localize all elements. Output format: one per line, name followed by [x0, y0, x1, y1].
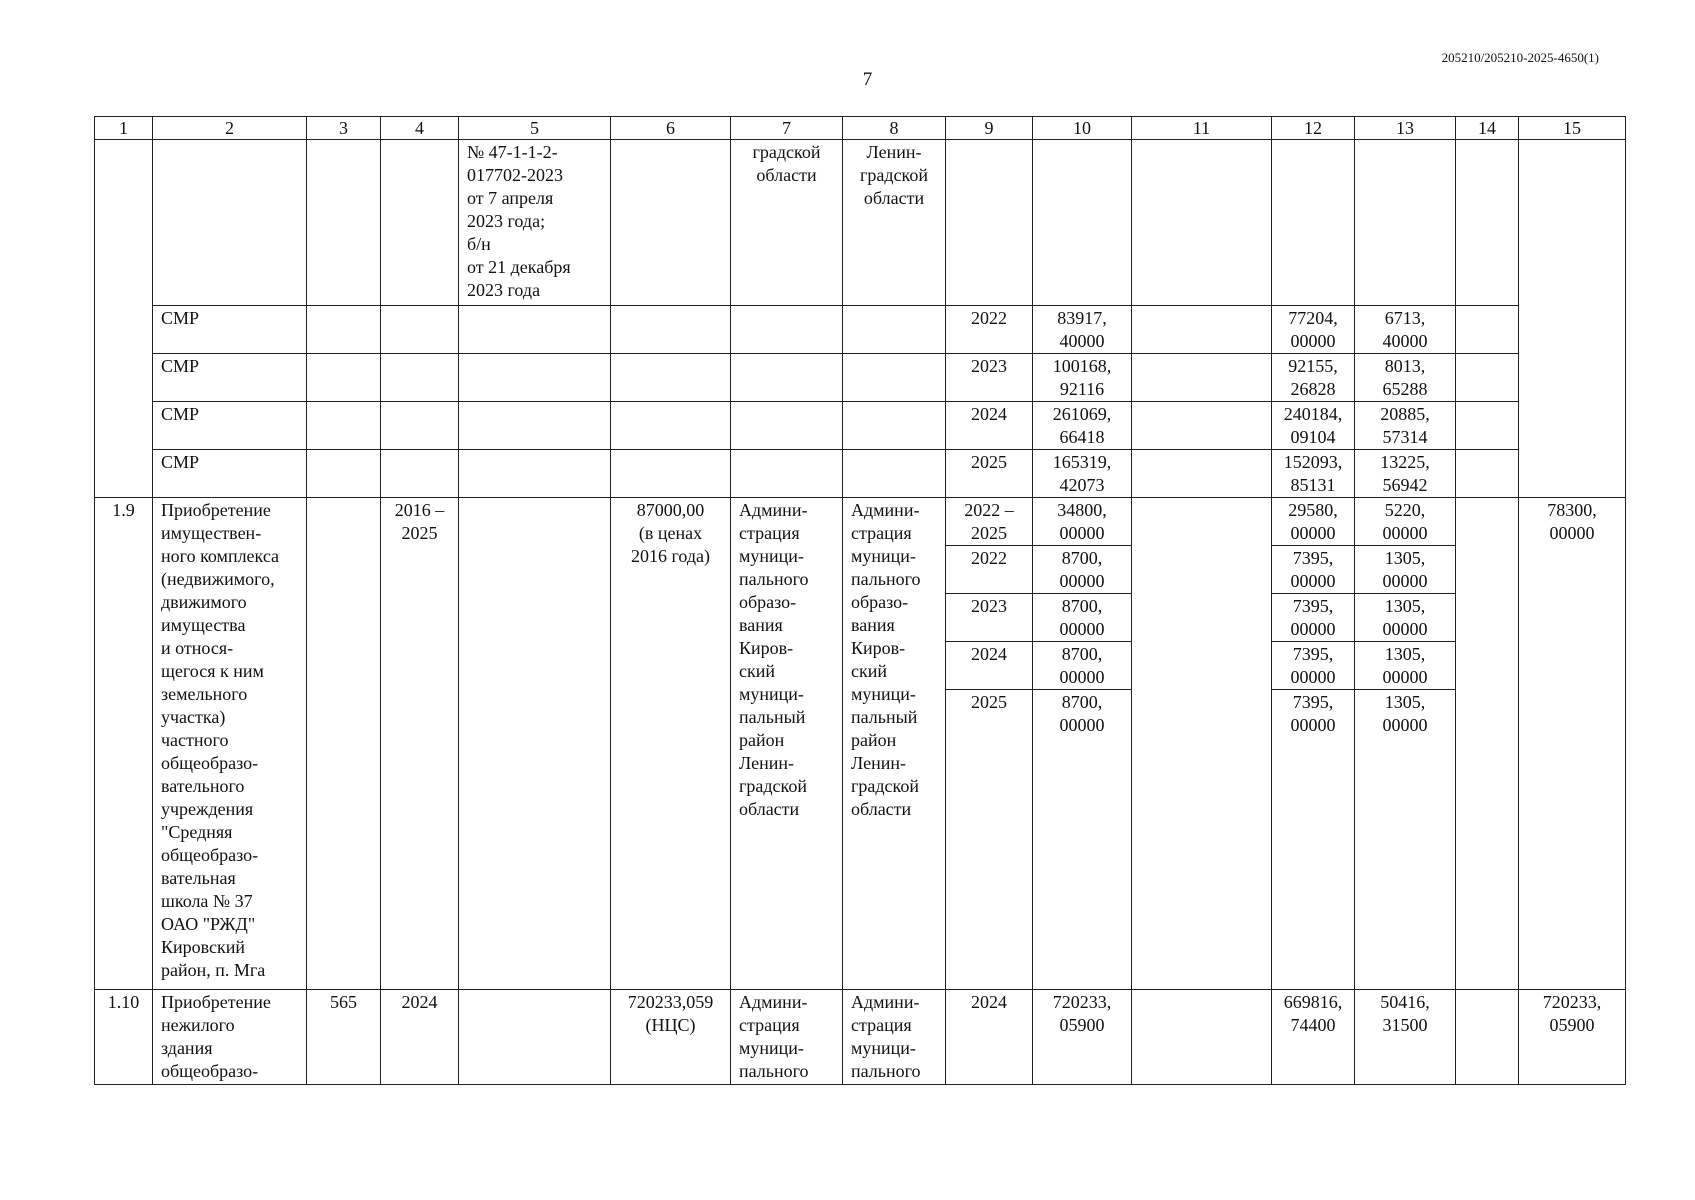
cell: [611, 450, 731, 498]
col-num-15: 15: [1519, 117, 1626, 140]
col-num-4: 4: [381, 117, 459, 140]
col-num-12: 12: [1272, 117, 1355, 140]
cell: [381, 306, 459, 354]
cell: [731, 354, 843, 402]
local-cell: 50416, 31500: [1355, 990, 1456, 1085]
cell: [1456, 140, 1519, 306]
object-name: Приобретение нежилого здания общеобразо-: [153, 990, 307, 1085]
year-cell: 2025: [946, 690, 1033, 990]
cell: [381, 402, 459, 450]
limit-cell: 78300, 00000: [1519, 498, 1626, 990]
cell: [307, 306, 381, 354]
year-cell: 2024: [946, 990, 1033, 1085]
cell: [1132, 402, 1272, 450]
total-cell: 8700, 00000: [1033, 546, 1132, 594]
col-num-14: 14: [1456, 117, 1519, 140]
cell: [381, 354, 459, 402]
cell: [381, 140, 459, 306]
cell: [1132, 990, 1272, 1085]
total-cell: 8700, 00000: [1033, 690, 1132, 990]
local-cell: 5220, 00000: [1355, 498, 1456, 546]
col-num-2: 2: [153, 117, 307, 140]
column-number-row: [95, 117, 1626, 140]
total-cell: 83917, 40000: [1033, 306, 1132, 354]
period-cell: 2024: [381, 990, 459, 1085]
cell: [1456, 990, 1519, 1085]
regional-cell: 7395, 00000: [1272, 690, 1355, 990]
cost-cell: 87000,00 (в ценах 2016 года): [611, 498, 731, 990]
col-num-11: 11: [1132, 117, 1272, 140]
col-num-9: 9: [946, 117, 1033, 140]
cell: [153, 140, 307, 306]
cell: [1132, 306, 1272, 354]
page-number: 7: [862, 69, 873, 90]
regional-cell: 29580, 00000: [1272, 498, 1355, 546]
regional-cell: 240184, 09104: [1272, 402, 1355, 450]
regional-cell: 7395, 00000: [1272, 642, 1355, 690]
cell: [843, 402, 946, 450]
year-cell: 2023: [946, 354, 1033, 402]
local-cell: 1305, 00000: [1355, 642, 1456, 690]
col-num-7: 7: [731, 117, 843, 140]
smr-label: СМР: [153, 354, 307, 402]
regional-cell: 7395, 00000: [1272, 546, 1355, 594]
permit-reference: № 47-1-1-2- 017702-2023 от 7 апреля 2023 года; б/н от 21 декабря 2023 года: [459, 140, 611, 306]
object-name: Приобретение имуществен- ного комплекса (недвижимого, движимого имущества и относя- щегося к ним земельного участка) частного общеобразо- вательного учреждения "Средняя общеобразо- вательная школа № 37 ОАО "РЖД" Кировский район, п. Мга: [153, 498, 307, 990]
total-cell: 8700, 00000: [1033, 642, 1132, 690]
customer-cell: Админи- страция муници- пального: [731, 990, 843, 1085]
cell: [459, 498, 611, 990]
cell: [731, 402, 843, 450]
cell: [1132, 140, 1272, 306]
budget-table: [94, 116, 1626, 1085]
table-row: [95, 402, 1626, 450]
limit-cell: 720233, 05900: [1519, 990, 1626, 1085]
year-cell: 2022: [946, 306, 1033, 354]
period-cell: 2016 – 2025: [381, 498, 459, 990]
continuation-row: [95, 140, 1626, 306]
cell: [611, 354, 731, 402]
local-cell: 1305, 00000: [1355, 546, 1456, 594]
cell: [1355, 140, 1456, 306]
cell: [1456, 306, 1519, 354]
regional-cell: 669816, 74400: [1272, 990, 1355, 1085]
regional-cell: 7395, 00000: [1272, 594, 1355, 642]
col-num-8: 8: [843, 117, 946, 140]
total-cell: 100168, 92116: [1033, 354, 1132, 402]
cell: [307, 140, 381, 306]
cell: [843, 306, 946, 354]
capacity-cell: 565: [307, 990, 381, 1085]
cell: [1272, 140, 1355, 306]
cell: [731, 306, 843, 354]
cell: [307, 354, 381, 402]
cell: [1456, 402, 1519, 450]
table-row: [95, 498, 1626, 546]
year-cell: 2022: [946, 546, 1033, 594]
col-num-5: 5: [459, 117, 611, 140]
smr-label: СМР: [153, 450, 307, 498]
regional-cell: 152093, 85131: [1272, 450, 1355, 498]
developer-cell: Админи- страция муници- пального: [843, 990, 946, 1085]
total-cell: 8700, 00000: [1033, 594, 1132, 642]
cell: [1519, 140, 1626, 498]
cell: [843, 450, 946, 498]
local-cell: 1305, 00000: [1355, 690, 1456, 990]
smr-label: СМР: [153, 306, 307, 354]
cell: [307, 402, 381, 450]
developer-cell: Ленин- градской области: [843, 140, 946, 306]
row-number: 1.9: [95, 498, 153, 990]
cell: [459, 990, 611, 1085]
regional-cell: 92155, 26828: [1272, 354, 1355, 402]
cell: [843, 354, 946, 402]
cell: [1033, 140, 1132, 306]
table-row: [95, 306, 1626, 354]
local-cell: 8013, 65288: [1355, 354, 1456, 402]
total-cell: 720233, 05900: [1033, 990, 1132, 1085]
cell: [1132, 354, 1272, 402]
year-cell: 2024: [946, 402, 1033, 450]
cell: [611, 306, 731, 354]
cell: [611, 402, 731, 450]
cell: [731, 450, 843, 498]
developer-cell: Админи- страция муници- пального образо- вания Киров- ский муници- пальный район Ленин- градской области: [843, 498, 946, 990]
cell: [459, 354, 611, 402]
cell: [1456, 354, 1519, 402]
table-row: [95, 990, 1626, 1085]
col-num-3: 3: [307, 117, 381, 140]
local-cell: 20885, 57314: [1355, 402, 1456, 450]
row-number: 1.10: [95, 990, 153, 1085]
year-cell: 2022 – 2025: [946, 498, 1033, 546]
customer-cell: градской области: [731, 140, 843, 306]
col-num-6: 6: [611, 117, 731, 140]
total-cell: 165319, 42073: [1033, 450, 1132, 498]
local-cell: 1305, 00000: [1355, 594, 1456, 642]
cell: [459, 306, 611, 354]
cell: [307, 498, 381, 990]
local-cell: 13225, 56942: [1355, 450, 1456, 498]
cell: [1132, 498, 1272, 990]
cell: [459, 450, 611, 498]
cost-cell: 720233,059 (НЦС): [611, 990, 731, 1085]
cell: [95, 140, 153, 498]
col-num-13: 13: [1355, 117, 1456, 140]
cell: [307, 450, 381, 498]
smr-label: СМР: [153, 402, 307, 450]
col-num-10: 10: [1033, 117, 1132, 140]
cell: [1132, 450, 1272, 498]
year-cell: 2025: [946, 450, 1033, 498]
regional-cell: 77204, 00000: [1272, 306, 1355, 354]
col-num-1: 1: [95, 117, 153, 140]
table-row: [95, 354, 1626, 402]
cell: [946, 140, 1033, 306]
table-row: [95, 450, 1626, 498]
cell: [459, 402, 611, 450]
year-cell: 2023: [946, 594, 1033, 642]
cell: [1456, 498, 1519, 990]
customer-cell: Админи- страция муници- пального образо- вания Киров- ский муници- пальный район Ленин- градской области: [731, 498, 843, 990]
cell: [1456, 450, 1519, 498]
document-id: 205210/205210-2025-4650(1): [1441, 50, 1599, 65]
cell: [611, 140, 731, 306]
local-cell: 6713, 40000: [1355, 306, 1456, 354]
total-cell: 261069, 66418: [1033, 402, 1132, 450]
total-cell: 34800, 00000: [1033, 498, 1132, 546]
year-cell: 2024: [946, 642, 1033, 690]
cell: [381, 450, 459, 498]
